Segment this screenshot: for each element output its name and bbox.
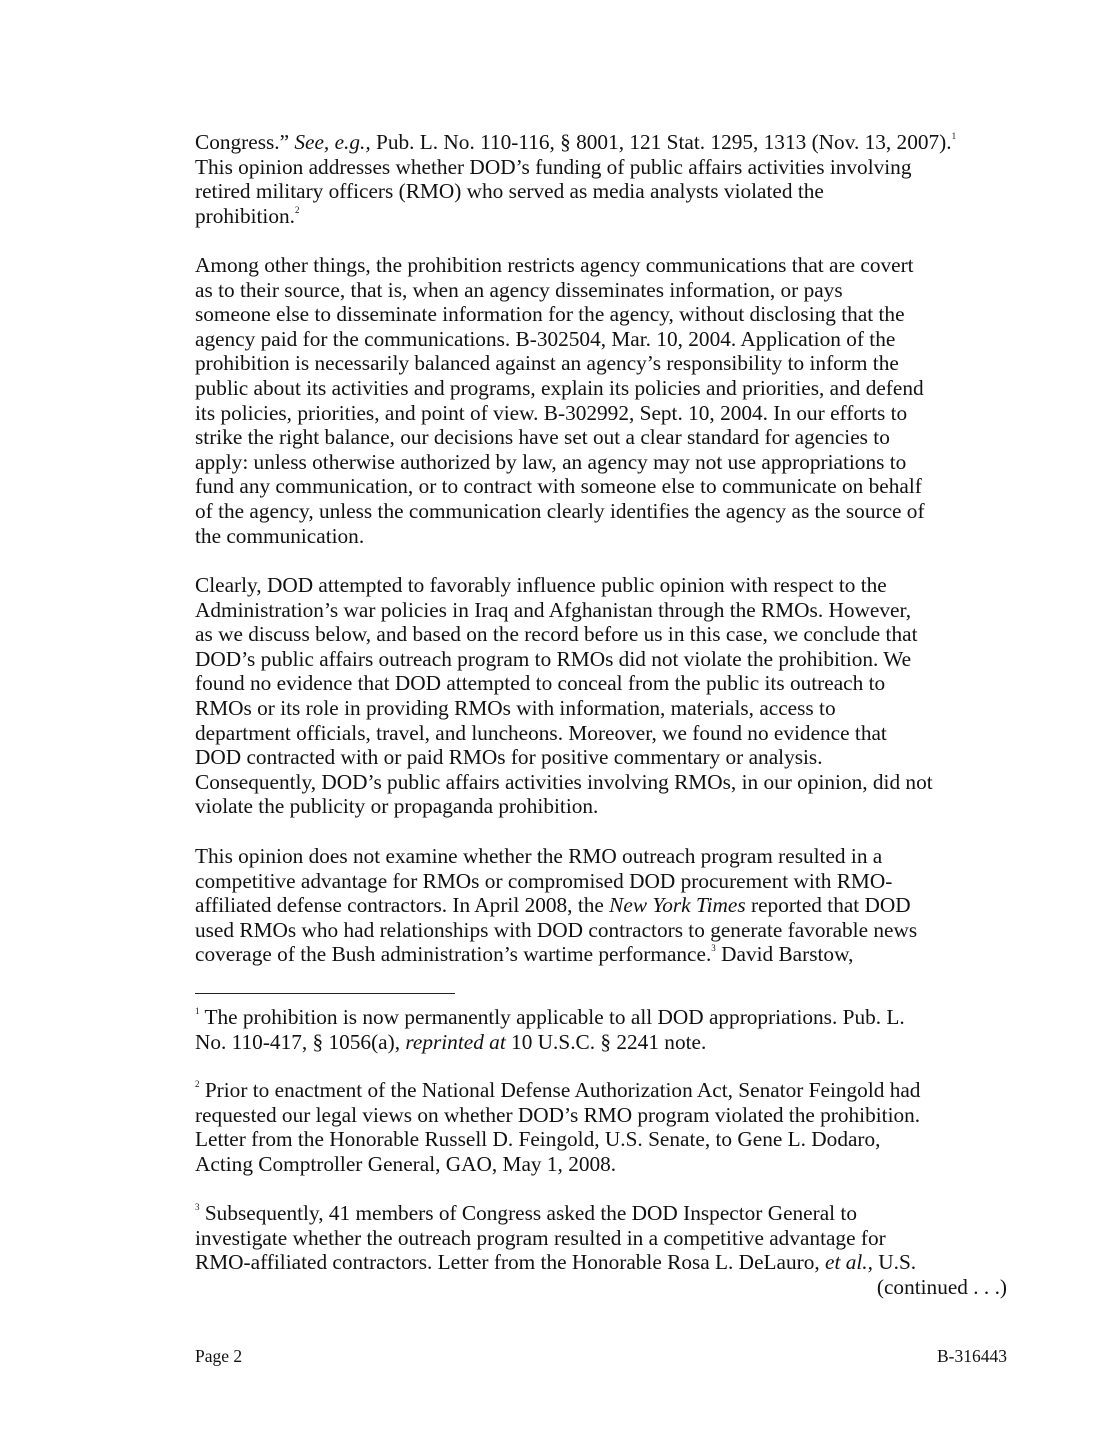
text-run: reported that DOD bbox=[745, 893, 911, 918]
text-line bbox=[195, 401, 1010, 426]
text-run: This opinion addresses whether DOD’s funding of public affairs activities involving bbox=[195, 154, 912, 179]
text-run: violate the publicity or propaganda prohibition. bbox=[195, 794, 599, 819]
text-run: affiliated defense contractors. In April 2008, the bbox=[195, 893, 610, 918]
text-line bbox=[195, 204, 1010, 229]
text-line bbox=[195, 918, 1010, 943]
text-run: department officials, travel, and luncheons. Moreover, we found no evidence that bbox=[195, 720, 887, 745]
text-run: requested our legal views on whether DOD’s RMO program violated the prohibition. bbox=[195, 1102, 921, 1127]
text-run: used RMOs who had relationships with DOD contractors to generate favorable news bbox=[195, 917, 918, 942]
text-run: RMO-affiliated contractors. Letter from the Honorable Rosa L. DeLauro, bbox=[195, 1250, 826, 1275]
text-line bbox=[195, 869, 1010, 894]
italic-text: et al., bbox=[825, 1250, 873, 1275]
text-line bbox=[195, 1005, 1010, 1030]
text-line bbox=[195, 622, 1010, 647]
text-run: Pub. L. No. 110-116, § 8001, 121 Stat. 1295, 1313 (Nov. 13, 2007). bbox=[370, 130, 952, 154]
text-line bbox=[195, 327, 1010, 352]
text-line bbox=[195, 770, 1010, 795]
text-run: as to their source, that is, when an agency disseminates information, or pays bbox=[195, 277, 843, 302]
footnote bbox=[195, 1201, 1010, 1275]
footnote-marker: 1 bbox=[195, 1005, 200, 1016]
text-run: of the agency, unless the communication clearly identifies the agency as the source of bbox=[195, 498, 925, 523]
text-run: Prior to enactment of the National Defense Authorization Act, Senator Feingold had bbox=[199, 1078, 921, 1102]
text-run: apply: unless otherwise authorized by law, an agency may not use appropriations to bbox=[195, 449, 907, 474]
text-run: retired military officers (RMO) who served as media analysts violated the bbox=[195, 179, 824, 204]
document-id: B-316443 bbox=[937, 1346, 1007, 1366]
text-run: David Barstow, bbox=[715, 942, 854, 967]
text-line bbox=[195, 351, 1010, 376]
text-line bbox=[195, 425, 1010, 450]
text-line bbox=[195, 671, 1010, 696]
text-line bbox=[195, 794, 1010, 819]
text-line bbox=[195, 696, 1010, 721]
footnote-marker: 3 bbox=[195, 1201, 200, 1212]
text-run: prohibition is necessarily balanced against an agency’s responsibility to inform the bbox=[195, 351, 899, 376]
text-run: strike the right balance, our decisions have set out a clear standard for agencies to bbox=[195, 425, 890, 450]
text-run: DOD’s public affairs outreach program to RMOs did not violate the prohibition. We bbox=[195, 646, 912, 671]
text-line bbox=[195, 499, 1010, 524]
body-paragraph bbox=[195, 573, 1010, 819]
text-run: U.S. bbox=[872, 1250, 917, 1275]
text-run: agency paid for the communications. B-302504, Mar. 10, 2004. Application of the bbox=[195, 326, 896, 351]
text-line bbox=[195, 1250, 1010, 1275]
text-line bbox=[195, 1152, 1010, 1177]
text-run: Clearly, DOD attempted to favorably influence public opinion with respect to the bbox=[195, 573, 887, 597]
footnote bbox=[195, 1005, 1010, 1054]
text-run: No. 110-417, § 1056(a), bbox=[195, 1029, 406, 1054]
text-line bbox=[195, 130, 1010, 155]
text-run: Congress.” bbox=[195, 130, 295, 154]
footnote-marker: 1 bbox=[951, 130, 957, 141]
text-run: The prohibition is now permanently applicable to all DOD appropriations. Pub. L. bbox=[199, 1005, 905, 1029]
italic-text: New York Times bbox=[609, 893, 746, 918]
text-line bbox=[195, 1226, 1010, 1251]
text-run: Acting Comptroller General, GAO, May 1, 2008. bbox=[195, 1151, 617, 1176]
body-paragraph bbox=[195, 844, 1010, 967]
text-run: prohibition. bbox=[195, 203, 295, 228]
text-line bbox=[195, 598, 1010, 623]
italic-text: reprinted at bbox=[405, 1029, 506, 1054]
text-run: public about its activities and programs, explain its policies and priorities, and defend bbox=[195, 375, 924, 400]
text-run: fund any communication, or to contract with someone else to communicate on behalf bbox=[195, 474, 922, 499]
continued-note: (continued . . .) bbox=[876, 1275, 1007, 1299]
text-run: competitive advantage for RMOs or compromised DOD procurement with RMO- bbox=[195, 868, 893, 893]
text-run: Administration’s war policies in Iraq and Afghanistan through the RMOs. However, bbox=[195, 597, 912, 622]
text-line bbox=[195, 253, 1010, 278]
text-line bbox=[195, 278, 1010, 303]
text-line bbox=[195, 155, 1010, 180]
text-line bbox=[195, 1030, 1010, 1055]
text-line bbox=[195, 1127, 1010, 1152]
text-line bbox=[195, 745, 1010, 770]
footnote-separator bbox=[195, 993, 455, 994]
text-run: This opinion does not examine whether the RMO outreach program resulted in a bbox=[195, 844, 883, 868]
body-paragraph bbox=[195, 253, 1010, 548]
text-run: the communication. bbox=[195, 523, 365, 548]
footnote-marker: 2 bbox=[195, 1078, 200, 1089]
text-run: its policies, priorities, and point of view. B-302992, Sept. 10, 2004. In our efforts to bbox=[195, 400, 908, 425]
text-run: Consequently, DOD’s public affairs activities involving RMOs, in our opinion, did not bbox=[195, 769, 933, 794]
text-line bbox=[195, 1078, 1010, 1103]
text-line bbox=[195, 942, 1010, 967]
text-line bbox=[195, 302, 1010, 327]
text-run: RMOs or its role in providing RMOs with information, materials, access to bbox=[195, 695, 836, 720]
footnote-marker: 2 bbox=[294, 204, 300, 215]
page-number: Page 2 bbox=[195, 1346, 243, 1366]
footnote bbox=[195, 1078, 1010, 1176]
text-run: 10 U.S.C. § 2241 note. bbox=[505, 1029, 707, 1054]
text-line bbox=[195, 1201, 1010, 1226]
text-line bbox=[195, 524, 1010, 549]
text-run: found no evidence that DOD attempted to conceal from the public its outreach to bbox=[195, 671, 886, 696]
text-line bbox=[195, 1103, 1010, 1128]
text-line bbox=[195, 647, 1010, 672]
text-run: as we discuss below, and based on the record before us in this case, we conclude that bbox=[195, 622, 918, 647]
text-run: coverage of the Bush administration’s wartime performance. bbox=[195, 942, 712, 967]
text-run: Letter from the Honorable Russell D. Feingold, U.S. Senate, to Gene L. Dodaro, bbox=[195, 1127, 881, 1152]
text-line bbox=[195, 450, 1010, 475]
text-line bbox=[195, 573, 1010, 598]
text-run: investigate whether the outreach program resulted in a competitive advantage for bbox=[195, 1225, 886, 1250]
text-line bbox=[195, 721, 1010, 746]
text-line bbox=[195, 474, 1010, 499]
text-run: DOD contracted with or paid RMOs for positive commentary or analysis. bbox=[195, 745, 823, 770]
italic-text: See, e.g., bbox=[294, 130, 371, 154]
text-run: someone else to disseminate information for the agency, without disclosing that the bbox=[195, 302, 905, 327]
text-line bbox=[195, 844, 1010, 869]
text-line bbox=[195, 179, 1010, 204]
text-line bbox=[195, 376, 1010, 401]
text-run: Among other things, the prohibition restricts agency communications that are covert bbox=[195, 253, 914, 277]
body-paragraph bbox=[195, 130, 1010, 228]
text-run: Subsequently, 41 members of Congress asked the DOD Inspector General to bbox=[199, 1201, 857, 1225]
footnote-marker: 3 bbox=[711, 943, 716, 954]
text-line bbox=[195, 893, 1010, 918]
